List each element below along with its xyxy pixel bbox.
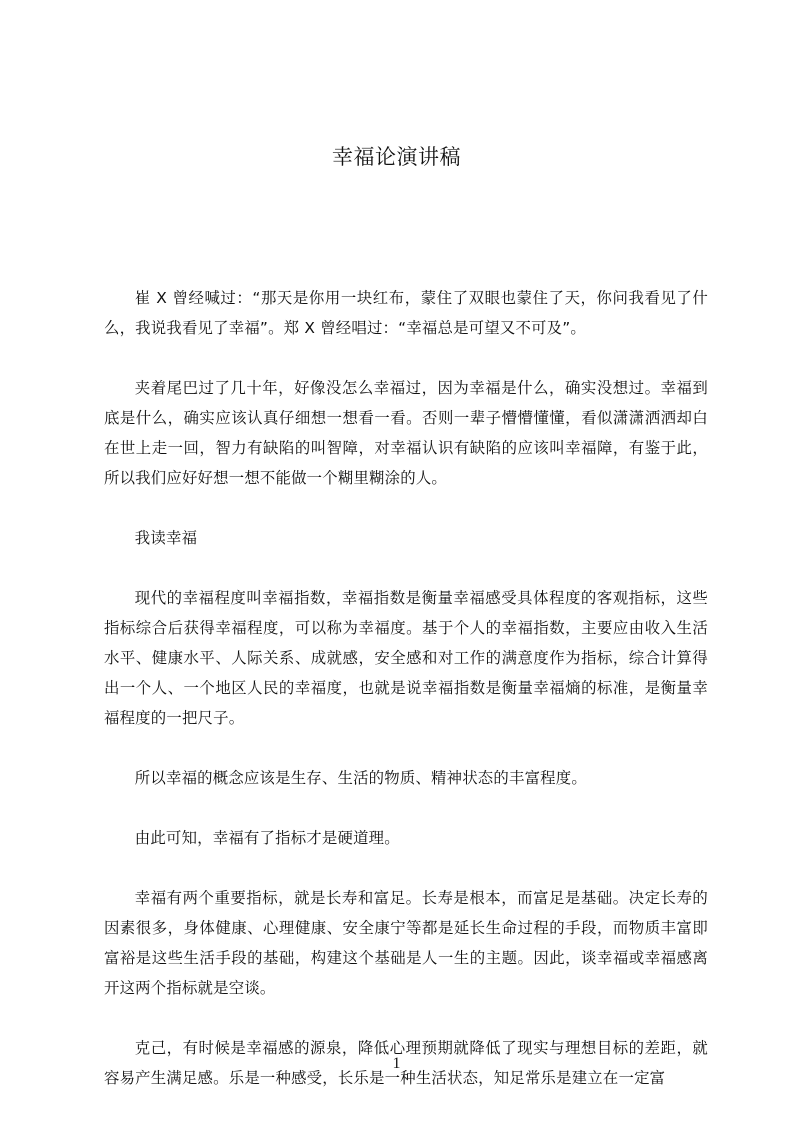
paragraph-indicators: 幸福有两个重要指标，就是长寿和富足。长寿是根本，而富足是基础。决定长寿的因素很多，身体健康、心理健康、安全康宁等都是延长生命过程的手段，而物质丰富即富裕是这些生活手段的基础，构建这个基础是人一生的主题。因此，谈幸福或幸福感离开这两个指标就是空谈。: [104, 889, 708, 997]
paragraph-concept: 所以幸福的概念应该是生存、生活的物质、精神状态的丰富程度。: [134, 769, 587, 787]
paragraph-self-restraint: 克己，有时候是幸福感的源泉，降低心理预期就降低了现实与理想目标的差距，就容易产生满足感。乐是一种感受，长乐是一种生活状态，知足常乐是建立在一定富: [104, 1039, 708, 1087]
page-title: 幸福论演讲稿: [332, 145, 461, 169]
paragraph-quote: 崔 X 曾经喊过：“那天是你用一块红布，蒙住了双眼也蒙住了天，你问我看见了什么，我说我看见了幸福”。郑 X 曾经唱过：“幸福总是可望又不可及”。: [104, 289, 708, 337]
document-body: [104, 283, 708, 1123]
paragraph-conclusion: 由此可知，幸福有了指标才是硬道理。: [134, 829, 400, 847]
paragraph-happiness-index: 现代的幸福程度叫幸福指数，幸福指数是衡量幸福感受具体程度的客观指标，这些指标综合后获得幸福程度，可以称为幸福度。基于个人的幸福指数，主要应由收入生活水平、健康水平、人际关系、成就感，安全感和对工作的满意度作为指标，综合计算得出一个人、一个地区人民的幸福度，也就是说幸福指数是衡量幸福熵的标准，是衡量幸福程度的一把尺子。: [104, 589, 708, 727]
page-number: 1: [392, 1055, 401, 1072]
paragraph-reflection: 夹着尾巴过了几十年，好像没怎么幸福过，因为幸福是什么，确实没想过。幸福到底是什么，确实应该认真仔细想一想看一看。否则一辈子懵懵懂懂，看似潇潇洒洒却白在世上走一回，智力有缺陷的叫智障，对幸福认识有缺陷的应该叫幸福障，有鉴于此，所以我们应好好想一想不能做一个糊里糊涂的人。: [104, 379, 708, 487]
section-heading: 我读幸福: [134, 529, 198, 547]
